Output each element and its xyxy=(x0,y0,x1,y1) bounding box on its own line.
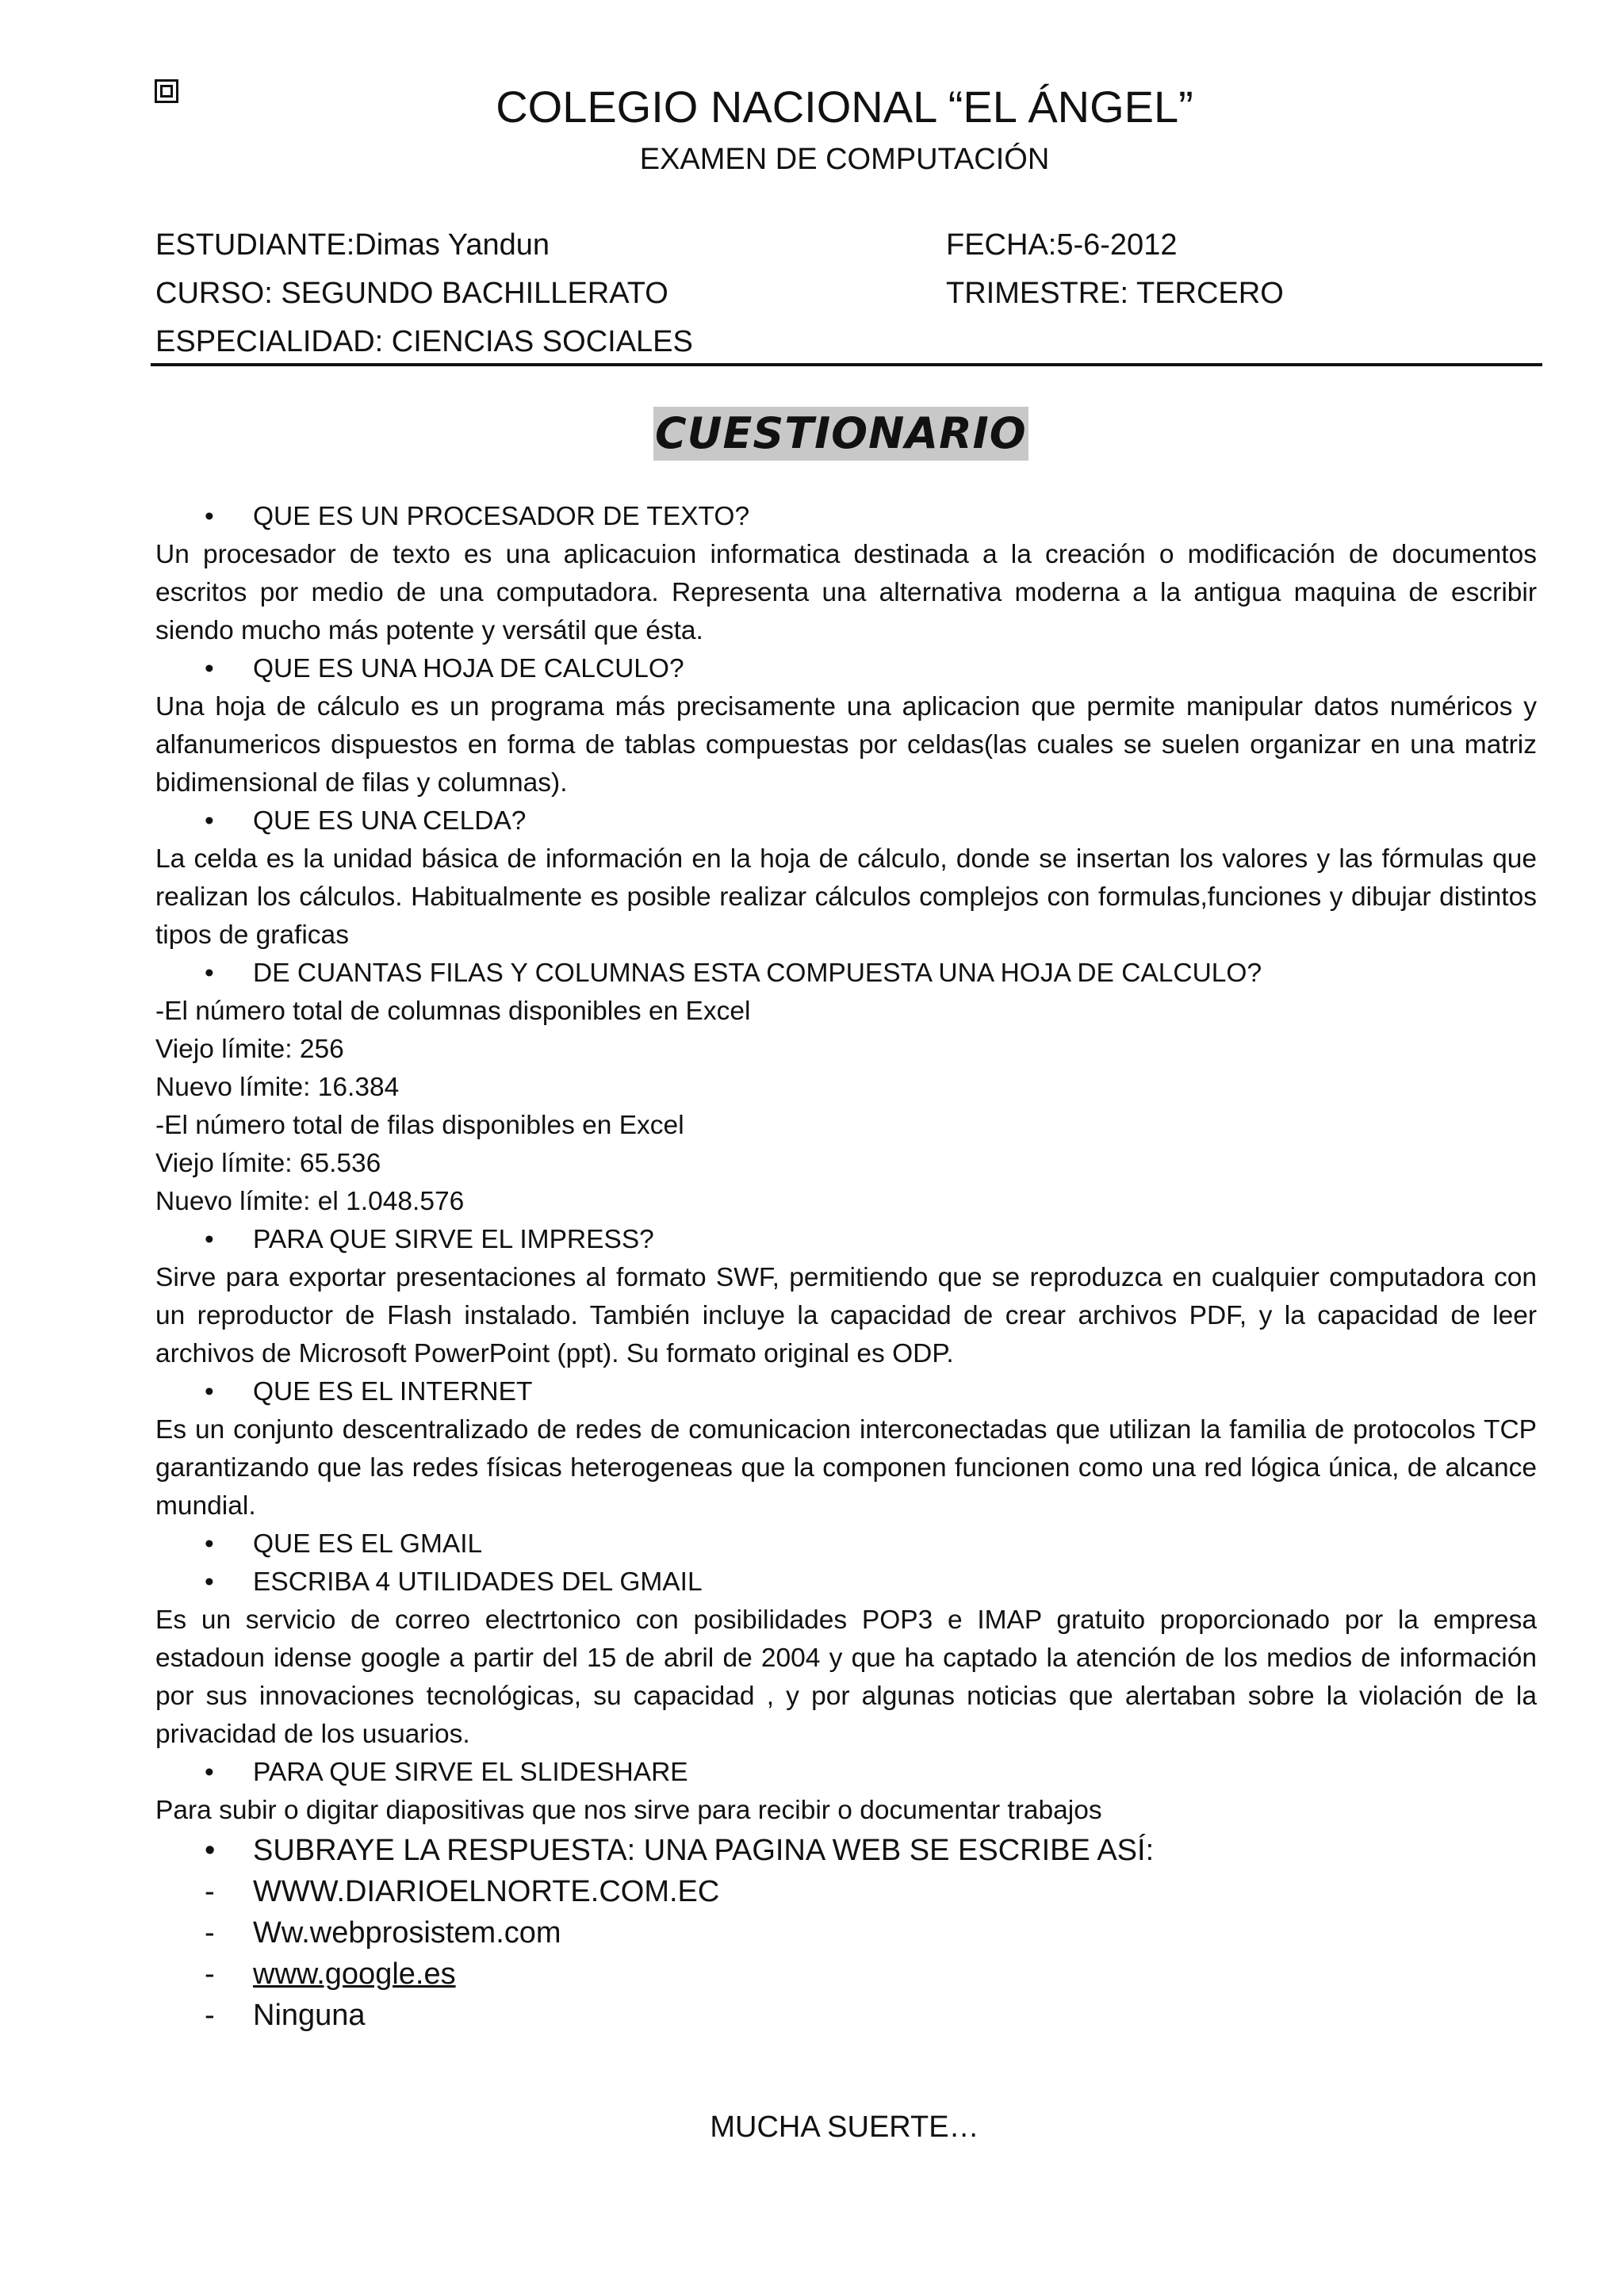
option-item: - WWW.DIARIOELNORTE.COM.EC xyxy=(155,1871,1537,1912)
answer-4-line: Viejo límite: 65.536 xyxy=(155,1149,381,1178)
specialty: ESPECIALIDAD: CIENCIAS SOCIALES xyxy=(155,325,693,358)
questionnaire xyxy=(155,498,1537,2036)
question-1: • QUE ES UN PROCESADOR DE TEXTO? xyxy=(155,498,1537,536)
answer-4-line: Nuevo límite: el 1.048.576 xyxy=(155,1187,465,1216)
option-item: - Ninguna xyxy=(155,1995,1537,2036)
question-6: • QUE ES EL INTERNET xyxy=(155,1373,1537,1411)
underlined-answer: www.google.es xyxy=(253,1957,456,1991)
course: CURSO: SEGUNDO BACHILLERATO xyxy=(155,277,668,310)
question-9: • PARA QUE SIRVE EL SLIDESHARE xyxy=(155,1754,1537,1792)
exam-subtitle: EXAMEN DE COMPUTACIÓN xyxy=(639,143,1050,176)
question-10: • SUBRAYE LA RESPUESTA: UNA PAGINA WEB SE ESCRIBE ASÍ: xyxy=(155,1830,1537,1871)
answer-4-line: -El número total de filas disponibles en Excel xyxy=(155,1111,684,1140)
answer-2: Una hoja de cálculo es un programa más precisamente una aplicacion que permite manipular datos numéricos y alfanumericos dispuestos en forma de tablas compuestas por celdas(las cuales se suelen organizar en una matriz bidimensional de filas y columnas). xyxy=(155,692,1537,798)
answer-1: Un procesador de texto es una aplicacuion informatica destinada a la creación o modificación de documentos escritos por medio de una computadora. Representa una alternativa moderna a la antigua maquina de escribir siendo mucho más potente y versátil que ésta. xyxy=(155,540,1537,645)
exam-date: FECHA:5-6-2012 xyxy=(946,228,1178,262)
option-item-selected xyxy=(155,1954,1537,1995)
question-3: • QUE ES UNA CELDA? xyxy=(155,802,1537,840)
term: TRIMESTRE: TERCERO xyxy=(946,277,1284,310)
option-item: - Ww.webprosistem.com xyxy=(155,1912,1537,1954)
answer-4-line: Nuevo límite: 16.384 xyxy=(155,1073,400,1102)
school-title: COLEGIO NACIONAL “EL ÁNGEL” xyxy=(496,82,1193,132)
student-name: ESTUDIANTE:Dimas Yandun xyxy=(155,228,550,262)
closing-message: MUCHA SUERTE… xyxy=(710,2110,979,2144)
answer-9: Para subir o digitar diapositivas que nos sirve para recibir o documentar trabajos xyxy=(155,1796,1102,1825)
section-heading: CUESTIONARIO xyxy=(653,407,1028,461)
question-5: • PARA QUE SIRVE EL IMPRESS? xyxy=(155,1221,1537,1259)
question-7: • QUE ES EL GMAIL xyxy=(155,1525,1537,1563)
question-8: • ESCRIBA 4 UTILIDADES DEL GMAIL xyxy=(155,1563,1537,1601)
header-divider xyxy=(151,363,1542,366)
question-4: • DE CUANTAS FILAS Y COLUMNAS ESTA COMPUESTA UNA HOJA DE CALCULO? xyxy=(155,955,1537,993)
answer-4-line: -El número total de columnas disponibles en Excel xyxy=(155,997,751,1026)
answer-5: Sirve para exportar presentaciones al formato SWF, permitiendo que se reproduzca en cualquier computadora con un reproductor de Flash instalado. También incluye la capacidad de crear archivos PDF, y la capacidad de leer archivos de Microsoft PowerPoint (ppt). Su formato original es ODP. xyxy=(155,1263,1537,1368)
question-2: • QUE ES UNA HOJA DE CALCULO? xyxy=(155,650,1537,688)
answer-6: Es un conjunto descentralizado de redes de comunicacion interconectadas que utilizan la familia de protocolos TCP garantizando que las redes físicas heterogeneas que la componen funcionen como una red lógica única, de alcance mundial. xyxy=(155,1415,1537,1521)
answer-4-line: Viejo límite: 256 xyxy=(155,1035,344,1064)
answer-8: Es un servicio de correo electrtonico con posibilidades POP3 e IMAP gratuito proporcionado por la empresa estadoun idense google a partir del 15 de abril de 2004 y que ha captado la atención de los medios de información por sus innovaciones tecnológicas, su capacidad , y por algunas noticias que alertaban sobre la violación de la privacidad de los usuarios. xyxy=(155,1605,1537,1749)
answer-3: La celda es la unidad básica de información en la hoja de cálculo, donde se insertan los valores y las fórmulas que realizan los cálculos. Habitualmente es posible realizar cálculos complejos con formulas,funciones y dibujar distintos tipos de graficas xyxy=(155,844,1537,950)
